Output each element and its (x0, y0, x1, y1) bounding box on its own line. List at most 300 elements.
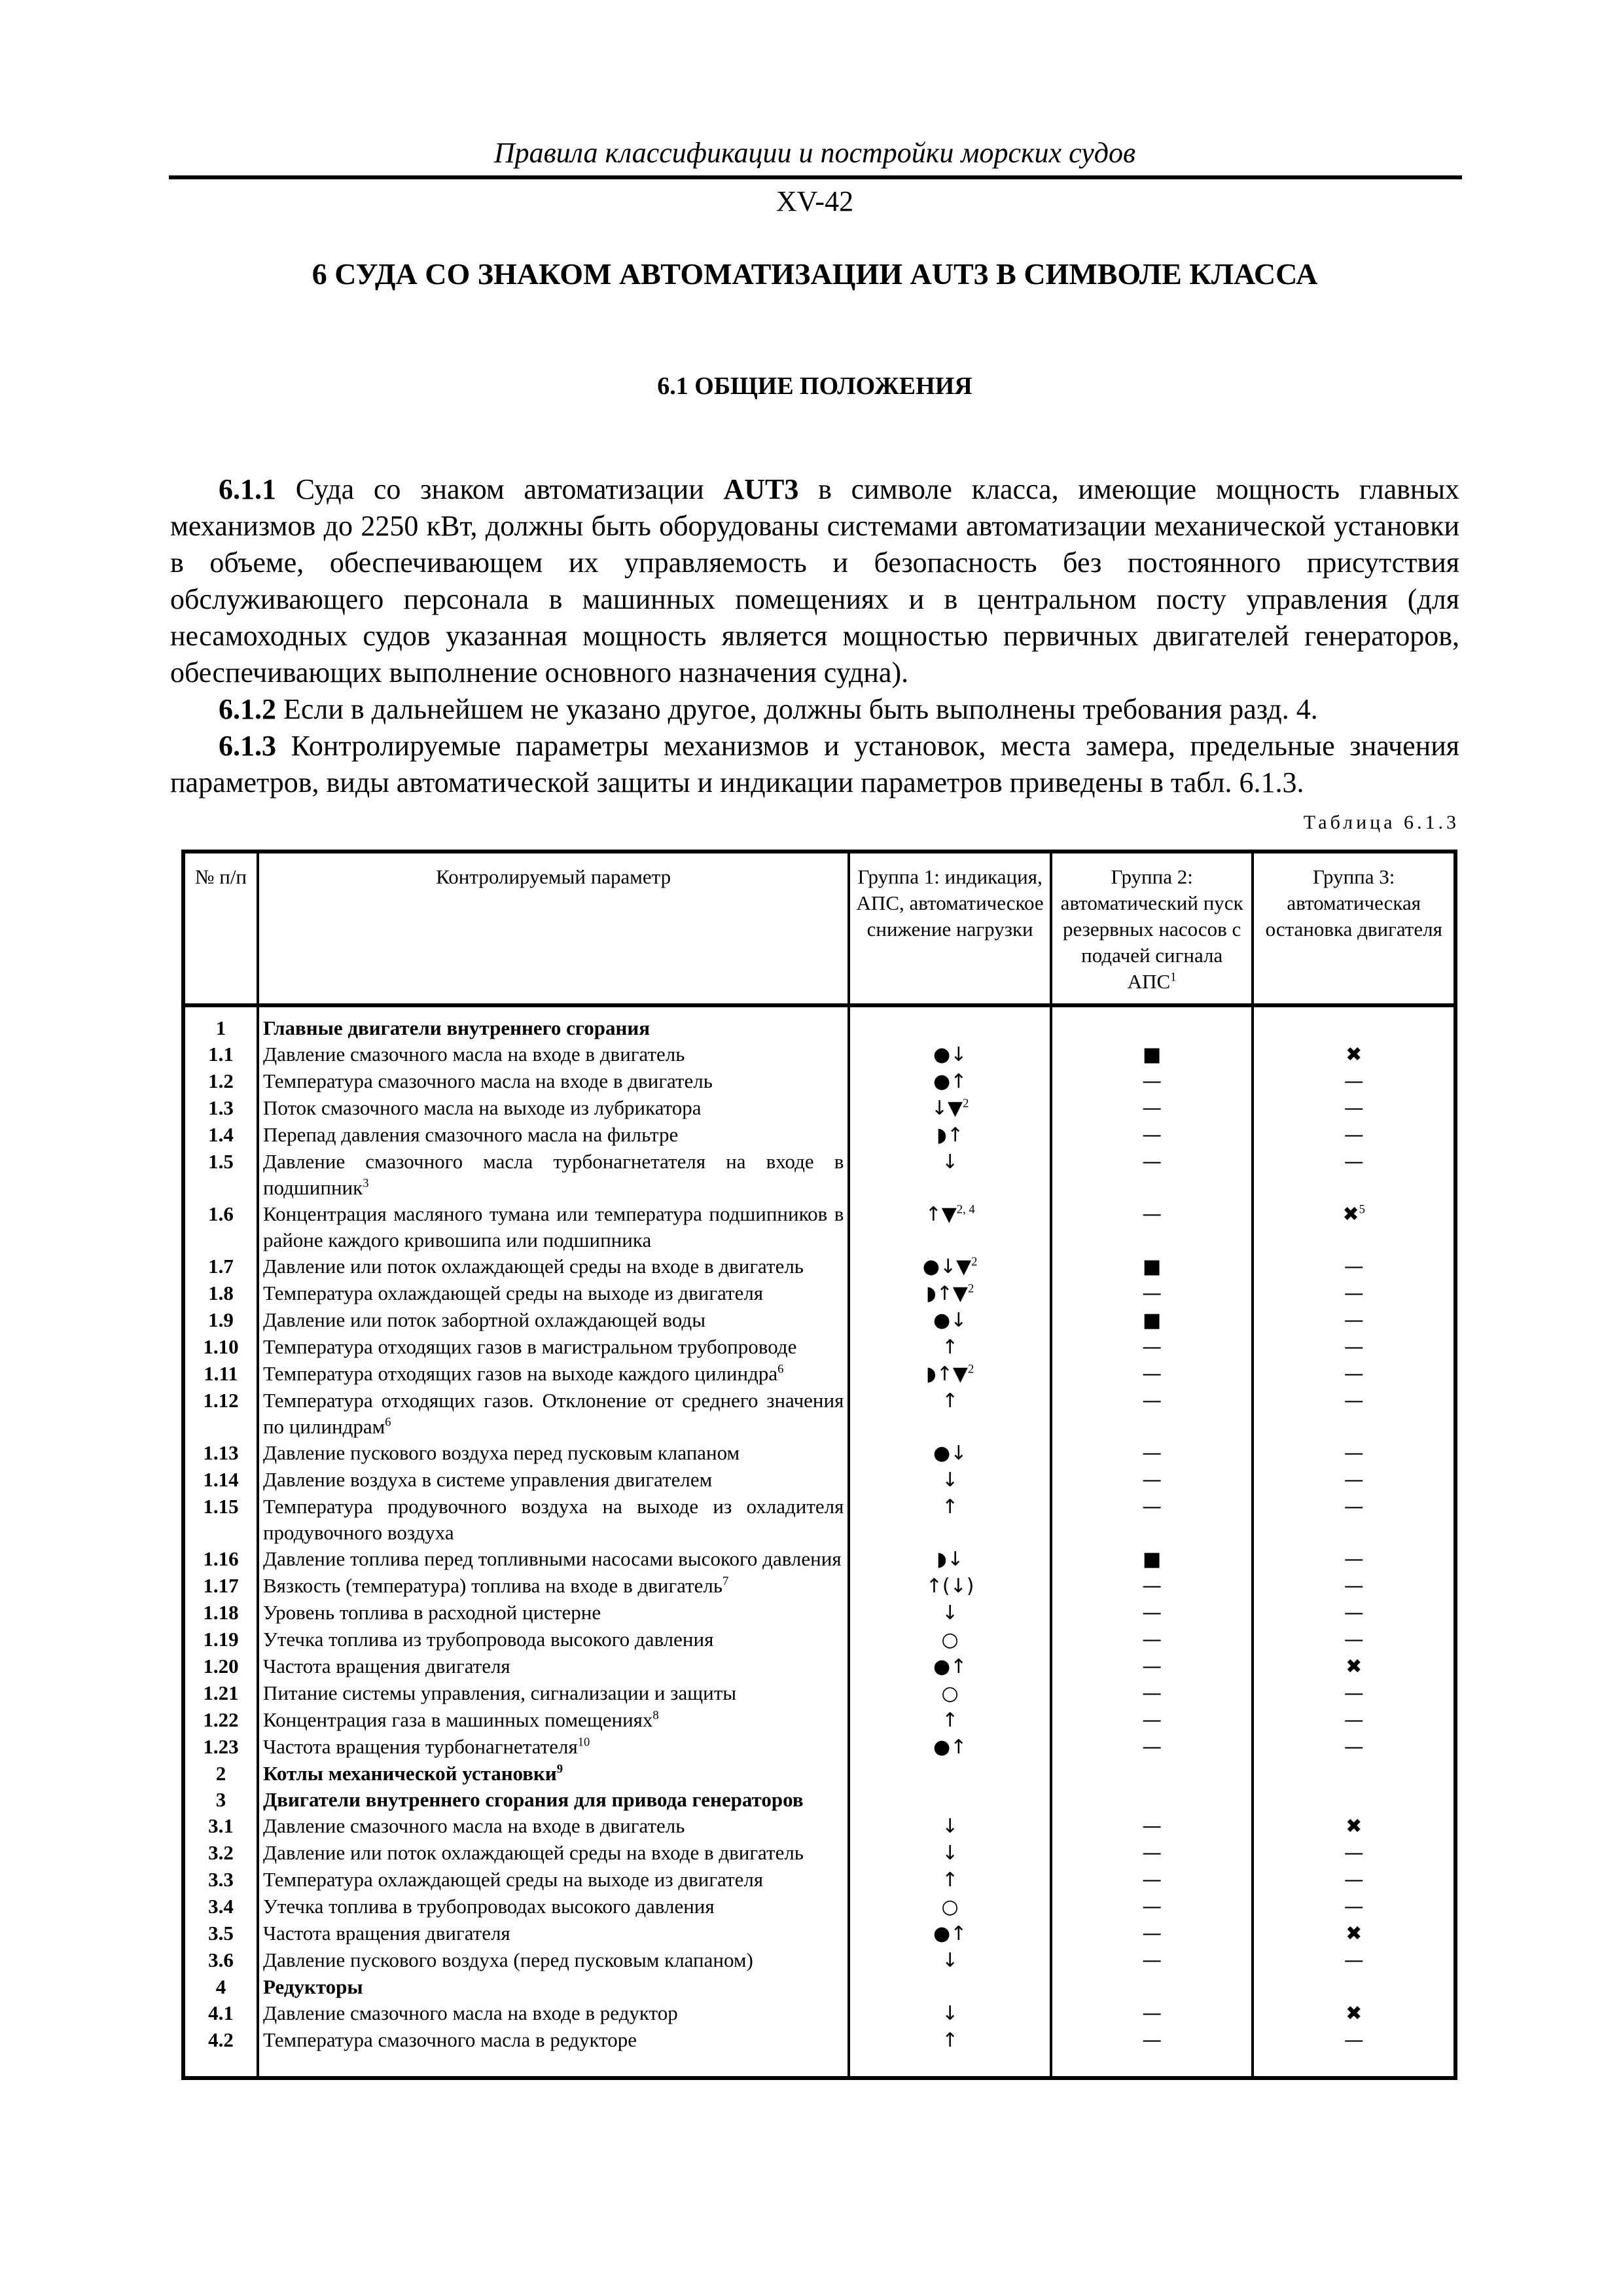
indication-symbol-icon: ●↑ (933, 1922, 967, 1945)
shutdown-symbol-icon: — (1344, 1709, 1364, 1732)
group-1-symbol (849, 1005, 1051, 1041)
footnote-ref: 8 (652, 1708, 659, 1723)
standby-pump-symbol-icon: — (1142, 1203, 1162, 1226)
group-2-symbol (1051, 1573, 1253, 1600)
header-group-3: Группа 3: автоматическая остановка двигателя (1253, 852, 1455, 1005)
table-section-row (183, 1761, 1455, 1787)
parameters-table (181, 850, 1457, 2080)
group-3-symbol (1253, 1893, 1455, 1920)
indication-symbol-icon: ↑ (942, 1869, 959, 1892)
row-number: 3.5 (183, 1920, 258, 1947)
shutdown-symbol-icon: — (1344, 1548, 1364, 1571)
row-parameter (258, 1680, 849, 1707)
indication-symbol-icon: ↑ (942, 1709, 959, 1732)
clause-number: 6.1.3 (219, 730, 276, 762)
group-1-symbol (849, 1707, 1051, 1734)
group-3-symbol (1253, 1041, 1455, 1068)
group-2-symbol (1051, 2000, 1253, 2027)
table-row (183, 1813, 1455, 1840)
group-1-symbol (849, 1761, 1051, 1787)
group-1-symbol (849, 1867, 1051, 1893)
row-parameter (258, 1041, 849, 1068)
row-parameter (258, 1307, 849, 1334)
row-number: 1.11 (183, 1361, 258, 1388)
group-3-symbol (1253, 1467, 1455, 1494)
group-2-symbol (1051, 1361, 1253, 1388)
row-number: 1.1 (183, 1041, 258, 1068)
group-1-symbol (849, 1280, 1051, 1307)
group-3-symbol (1253, 1005, 1455, 1041)
standby-pump-symbol-icon: — (1142, 1602, 1162, 1624)
group-1-symbol (849, 1467, 1051, 1494)
group-2-symbol (1051, 1947, 1253, 1974)
standby-pump-symbol-icon: — (1142, 1097, 1162, 1120)
group-2-symbol (1051, 1149, 1253, 1201)
row-parameter (258, 1122, 849, 1149)
standby-pump-symbol-icon: — (1142, 1949, 1162, 1972)
standby-pump-symbol-icon: — (1142, 1895, 1162, 1918)
group-3-symbol (1253, 1734, 1455, 1761)
footnote-ref: 10 (577, 1735, 590, 1749)
standby-pump-symbol-icon: — (1142, 1922, 1162, 1945)
group-2-symbol (1051, 1680, 1253, 1707)
row-parameter (258, 1867, 849, 1893)
running-title: Правила классификации и постройки морских судов (493, 137, 1136, 169)
group-3-symbol (1253, 1787, 1455, 1813)
group-3-symbol (1253, 1947, 1455, 1974)
paragraph-6-1-3 (170, 728, 1459, 801)
group-3-symbol (1253, 1680, 1455, 1707)
standby-pump-symbol-icon: — (1142, 1709, 1162, 1732)
group-2-symbol (1051, 1761, 1253, 1787)
row-parameter (258, 1253, 849, 1280)
parameter-text: Двигатели внутреннего сгорания для привода генераторов (262, 1788, 804, 1811)
indication-symbol-icon: ↓ (942, 1842, 959, 1865)
group-3-symbol (1253, 1600, 1455, 1626)
standby-pump-symbol-icon: — (1142, 1628, 1162, 1651)
row-parameter (258, 2000, 849, 2027)
shutdown-symbol-icon: — (1344, 1842, 1364, 1865)
parameter-text: Температура смазочного масла в редукторе (262, 2028, 637, 2051)
table-row (183, 1920, 1455, 1947)
standby-pump-symbol-icon: — (1142, 1736, 1162, 1759)
row-parameter (258, 1840, 849, 1867)
indication-symbol-icon: ↓ (942, 1602, 959, 1624)
parameter-text: Давление пускового воздуха перед пусковым клапаном (262, 1441, 740, 1464)
header-rule (169, 175, 1462, 179)
table-section-row (183, 1974, 1455, 2000)
row-number: 3.3 (183, 1867, 258, 1893)
shutdown-symbol-icon: — (1344, 1309, 1364, 1332)
group-2-symbol (1051, 1734, 1253, 1761)
group-2-symbol (1051, 1787, 1253, 1813)
standby-pump-symbol-icon: — (1142, 2029, 1162, 2052)
group-1-symbol (849, 1307, 1051, 1334)
row-number: 1 (183, 1005, 258, 1041)
parameter-text: Главные двигатели внутреннего сгорания (262, 1016, 650, 1039)
table-row (183, 1253, 1455, 1280)
row-number: 1.20 (183, 1653, 258, 1680)
group-2-symbol (1051, 1041, 1253, 1068)
row-parameter (258, 2027, 849, 2078)
indication-symbol-icon: ◗↓ (936, 1548, 964, 1571)
group-1-symbol (849, 2027, 1051, 2078)
row-parameter (258, 1707, 849, 1734)
table-row (183, 1707, 1455, 1734)
indication-symbol-icon: ◗↑▼ (925, 1282, 968, 1305)
group-2-symbol (1051, 1068, 1253, 1095)
shutdown-symbol-icon: ✖ (1346, 1043, 1363, 1066)
group-2-symbol (1051, 1388, 1253, 1440)
table-row (183, 1361, 1455, 1388)
table-row (183, 1041, 1455, 1068)
standby-pump-symbol-icon: — (1142, 1442, 1162, 1465)
group-1-symbol (849, 1600, 1051, 1626)
parameter-text: Частота вращения двигателя (262, 1922, 510, 1945)
parameter-text: Давление смазочного масла на входе в двигатель (262, 1043, 685, 1066)
table-row (183, 1626, 1455, 1653)
group-3-symbol (1253, 1253, 1455, 1280)
row-parameter (258, 1600, 849, 1626)
row-number: 1.13 (183, 1440, 258, 1467)
shutdown-symbol-icon: — (1344, 1282, 1364, 1305)
table-row (183, 1388, 1455, 1440)
footnote-ref: 9 (556, 1762, 563, 1776)
shutdown-symbol-icon: — (1344, 2029, 1364, 2052)
group-1-symbol (849, 1361, 1051, 1388)
group-3-symbol (1253, 2000, 1455, 2027)
row-parameter (258, 1005, 849, 1041)
row-number: 1.22 (183, 1707, 258, 1734)
shutdown-symbol-icon: ✖ (1346, 1815, 1363, 1838)
indication-symbol-icon: ●↓ (933, 1043, 967, 1066)
row-parameter (258, 1068, 849, 1095)
row-number: 1.6 (183, 1201, 258, 1253)
group-1-symbol (849, 1122, 1051, 1149)
shutdown-symbol-icon: ✖ (1346, 1655, 1363, 1678)
header-group-2-text: Группа 2: автоматический пуск резервных насосов с подачей сигнала АПС (1060, 865, 1243, 993)
group-2-symbol (1051, 1201, 1253, 1253)
indication-symbol-icon: ↑ (942, 1496, 959, 1518)
row-number: 2 (183, 1761, 258, 1787)
indication-symbol-icon: ↑ (942, 2029, 959, 2052)
row-parameter (258, 1201, 849, 1253)
group-3-symbol (1253, 1546, 1455, 1573)
footnote-ref: 2 (963, 1096, 969, 1111)
group-3-symbol (1253, 1361, 1455, 1388)
standby-pump-symbol-icon: — (1142, 1124, 1162, 1147)
section-title: 6 СУДА СО ЗНАКОМ АВТОМАТИЗАЦИИ AUT3 В СИМВОЛЕ КЛАССА (312, 257, 1318, 291)
row-parameter (258, 1787, 849, 1813)
standby-pump-symbol-icon: ■ (1142, 1043, 1162, 1066)
row-parameter (258, 1440, 849, 1467)
row-parameter (258, 1813, 849, 1840)
parameter-text: Питание системы управления, сигнализации и защиты (262, 1681, 737, 1704)
shutdown-symbol-icon: — (1344, 1496, 1364, 1518)
parameter-text: Концентрация масляного тумана или температура подшипников в районе каждого кривошипа или подшипника (262, 1202, 844, 1251)
indication-symbol-icon: ↓▼ (931, 1097, 963, 1120)
standby-pump-symbol-icon: — (1142, 2002, 1162, 2025)
row-number: 1.12 (183, 1388, 258, 1440)
standby-pump-symbol-icon: — (1142, 1390, 1162, 1412)
footnote-ref: 1 (1170, 970, 1177, 984)
shutdown-symbol-icon: ✖ (1346, 2002, 1363, 2025)
group-1-symbol (849, 1787, 1051, 1813)
indication-symbol-icon: ◗↑ (936, 1124, 964, 1147)
shutdown-symbol-icon: — (1344, 1442, 1364, 1465)
indication-symbol-icon: ●↑ (933, 1736, 967, 1759)
group-2-symbol (1051, 1467, 1253, 1494)
group-2-symbol (1051, 1600, 1253, 1626)
parameter-text: Температура отходящих газов на выходе каждого цилиндра (262, 1362, 778, 1385)
group-1-symbol (849, 1947, 1051, 1974)
footnote-ref: 2 (967, 1362, 974, 1376)
shutdown-symbol-icon: — (1344, 1336, 1364, 1359)
parameter-text: Концентрация газа в машинных помещениях (262, 1708, 653, 1731)
indication-symbol-icon: ↓ (942, 1949, 959, 1972)
group-3-symbol (1253, 2027, 1455, 2078)
group-2-symbol (1051, 1893, 1253, 1920)
standby-pump-symbol-icon: — (1142, 1151, 1162, 1174)
indication-symbol-icon: ○ (941, 1682, 959, 1705)
standby-pump-symbol-icon: — (1142, 1496, 1162, 1518)
paragraph-6-1-1 (170, 471, 1459, 691)
indication-symbol-icon: ●↓ (933, 1442, 967, 1465)
row-number: 3.2 (183, 1840, 258, 1867)
table-row (183, 1840, 1455, 1867)
group-2-symbol (1051, 1122, 1253, 1149)
row-number: 3 (183, 1787, 258, 1813)
standby-pump-symbol-icon: — (1142, 1869, 1162, 1892)
group-3-symbol (1253, 1626, 1455, 1653)
group-2-symbol (1051, 1653, 1253, 1680)
row-number: 3.6 (183, 1947, 258, 1974)
group-3-symbol (1253, 1573, 1455, 1600)
indication-symbol-icon: ↓ (942, 2002, 959, 2025)
row-number: 1.8 (183, 1280, 258, 1307)
parameter-text: Утечка топлива из трубопровода высокого давления (262, 1628, 714, 1651)
table-caption: Таблица 6.1.3 (1303, 812, 1459, 833)
group-3-symbol (1253, 1440, 1455, 1467)
group-2-symbol (1051, 1334, 1253, 1361)
shutdown-symbol-icon: ✖ (1346, 1922, 1363, 1945)
row-number: 1.15 (183, 1494, 258, 1546)
standby-pump-symbol-icon: ■ (1142, 1548, 1162, 1571)
group-1-symbol (849, 1573, 1051, 1600)
indication-symbol-icon: ↑ (942, 1336, 959, 1359)
body-text (170, 471, 1459, 801)
footnote-ref: 2 (967, 1282, 974, 1296)
standby-pump-symbol-icon: — (1142, 1070, 1162, 1093)
parameter-text: Давление смазочного масла на входе в редуктор (262, 2001, 678, 2024)
table-row (183, 1600, 1455, 1626)
parameter-text: Поток смазочного масла на выходе из лубрикатора (262, 1096, 702, 1119)
row-number: 1.7 (183, 1253, 258, 1280)
parameter-text: Редукторы (262, 1975, 363, 1998)
row-number: 1.21 (183, 1680, 258, 1707)
row-number: 1.19 (183, 1626, 258, 1653)
row-parameter (258, 1467, 849, 1494)
row-parameter (258, 1761, 849, 1787)
parameter-text: Давление воздуха в системе управления двигателем (262, 1468, 713, 1491)
standby-pump-symbol-icon: — (1142, 1363, 1162, 1386)
table-row (183, 1867, 1455, 1893)
group-1-symbol (849, 1626, 1051, 1653)
parameter-text: Вязкость (температура) топлива на входе в двигатель (262, 1574, 723, 1597)
group-3-symbol (1253, 1813, 1455, 1840)
row-parameter (258, 1893, 849, 1920)
table-row (183, 1280, 1455, 1307)
table-row (183, 2000, 1455, 2027)
group-3-symbol (1253, 1280, 1455, 1307)
row-parameter (258, 1734, 849, 1761)
group-1-symbol (849, 1440, 1051, 1467)
group-3-symbol (1253, 1761, 1455, 1787)
clause-number: 6.1.2 (219, 693, 276, 725)
group-3-symbol (1253, 1920, 1455, 1947)
group-2-symbol (1051, 2027, 1253, 2078)
group-2-symbol (1051, 1707, 1253, 1734)
group-3-symbol (1253, 1867, 1455, 1893)
group-2-symbol (1051, 1440, 1253, 1467)
indication-symbol-icon: ↑(↓) (925, 1575, 974, 1598)
shutdown-symbol-icon: ✖ (1342, 1203, 1359, 1226)
row-number: 1.2 (183, 1068, 258, 1095)
parameter-text: Давление смазочного масла на входе в двигатель (262, 1814, 685, 1837)
group-3-symbol (1253, 1122, 1455, 1149)
footnote-ref: 6 (777, 1362, 784, 1376)
table-header-row (183, 852, 1455, 1005)
group-2-symbol (1051, 1253, 1253, 1280)
row-parameter (258, 1626, 849, 1653)
row-parameter (258, 1149, 849, 1201)
group-3-symbol (1253, 1307, 1455, 1334)
footnote-ref: 2, 4 (956, 1202, 975, 1217)
row-number: 1.16 (183, 1546, 258, 1573)
table-row (183, 1122, 1455, 1149)
indication-symbol-icon: ●↓ (933, 1309, 967, 1332)
table-row (183, 1734, 1455, 1761)
group-2-symbol (1051, 1095, 1253, 1122)
group-1-symbol (849, 1840, 1051, 1867)
row-number: 4.2 (183, 2027, 258, 2078)
group-1-symbol (849, 1893, 1051, 1920)
row-number: 3.4 (183, 1893, 258, 1920)
group-3-symbol (1253, 1707, 1455, 1734)
shutdown-symbol-icon: — (1344, 1363, 1364, 1386)
footnote-ref: 3 (363, 1176, 369, 1191)
group-1-symbol (849, 1813, 1051, 1840)
row-number: 1.3 (183, 1095, 258, 1122)
group-1-symbol (849, 1653, 1051, 1680)
row-parameter (258, 1947, 849, 1974)
group-3-symbol (1253, 1095, 1455, 1122)
row-number: 1.5 (183, 1149, 258, 1201)
row-number: 1.9 (183, 1307, 258, 1334)
table-row (183, 1494, 1455, 1546)
row-parameter (258, 1494, 849, 1546)
row-parameter (258, 1546, 849, 1573)
group-1-symbol (849, 1734, 1051, 1761)
paragraph-text: Суда со знаком автоматизации (276, 473, 724, 505)
group-2-symbol (1051, 1280, 1253, 1307)
row-number: 1.10 (183, 1334, 258, 1361)
subsection-title: 6.1 ОБЩИЕ ПОЛОЖЕНИЯ (657, 372, 972, 400)
row-parameter (258, 1334, 849, 1361)
standby-pump-symbol-icon: — (1142, 1575, 1162, 1598)
group-1-symbol (849, 1201, 1051, 1253)
standby-pump-symbol-icon: — (1142, 1815, 1162, 1838)
clause-number: 6.1.1 (219, 473, 276, 505)
shutdown-symbol-icon: — (1344, 1469, 1364, 1492)
parameter-text: Давление или поток охлаждающей среды на входе в двигатель (262, 1841, 804, 1864)
group-1-symbol (849, 1546, 1051, 1573)
shutdown-symbol-icon: — (1344, 1255, 1364, 1278)
header-param: Контролируемый параметр (258, 852, 849, 1005)
table-row (183, 2027, 1455, 2078)
group-1-symbol (849, 1920, 1051, 1947)
indication-symbol-icon: ↓ (942, 1151, 959, 1174)
table-row (183, 1307, 1455, 1334)
shutdown-symbol-icon: — (1344, 1602, 1364, 1624)
group-3-symbol (1253, 1068, 1455, 1095)
footnote-ref: 7 (722, 1574, 729, 1588)
paragraph-text: Контролируемые параметры механизмов и установок, места замера, предельные значения параметров, виды автоматической защиты и индикации параметров приведены в табл. 6.1.3. (170, 730, 1459, 798)
indication-symbol-icon: ↓ (942, 1815, 959, 1838)
row-number: 1.18 (183, 1600, 258, 1626)
group-2-symbol (1051, 1546, 1253, 1573)
group-3-symbol (1253, 1840, 1455, 1867)
standby-pump-symbol-icon: — (1142, 1682, 1162, 1705)
group-1-symbol (849, 1680, 1051, 1707)
parameter-text: Температура отходящих газов в магистральном трубопроводе (262, 1335, 797, 1358)
group-2-symbol (1051, 1840, 1253, 1867)
indication-symbol-icon: ●↑ (933, 1655, 967, 1678)
row-number: 1.4 (183, 1122, 258, 1149)
header-group-2 (1051, 852, 1253, 1005)
row-number: 1.23 (183, 1734, 258, 1761)
row-number: 3.1 (183, 1813, 258, 1840)
table-row (183, 1680, 1455, 1707)
row-parameter (258, 1280, 849, 1307)
group-2-symbol (1051, 1867, 1253, 1893)
shutdown-symbol-icon: — (1344, 1628, 1364, 1651)
table-row (183, 1653, 1455, 1680)
standby-pump-symbol-icon: ■ (1142, 1255, 1162, 1278)
table-row (183, 1095, 1455, 1122)
parameter-text: Давление или поток охлаждающей среды на входе в двигатель (262, 1255, 804, 1278)
group-2-symbol (1051, 1494, 1253, 1546)
standby-pump-symbol-icon: — (1142, 1842, 1162, 1865)
standby-pump-symbol-icon: — (1142, 1469, 1162, 1492)
group-1-symbol (849, 1068, 1051, 1095)
table-row (183, 1068, 1455, 1095)
footnote-ref: 2 (971, 1255, 978, 1269)
group-2-symbol (1051, 1626, 1253, 1653)
shutdown-symbol-icon: — (1344, 1682, 1364, 1705)
table-row (183, 1201, 1455, 1253)
group-3-symbol (1253, 1974, 1455, 2000)
table-row (183, 1467, 1455, 1494)
indication-symbol-icon: ↑ (942, 1390, 959, 1412)
standby-pump-symbol-icon: ■ (1142, 1309, 1162, 1332)
paragraph-text: Если в дальнейшем не указано другое, должны быть выполнены требования разд. 4. (276, 693, 1318, 725)
standby-pump-symbol-icon: — (1142, 1655, 1162, 1678)
shutdown-symbol-icon: — (1344, 1390, 1364, 1412)
indication-symbol-icon: ●↓▼ (922, 1255, 972, 1278)
group-3-symbol (1253, 1201, 1455, 1253)
table-body (183, 1005, 1455, 2078)
